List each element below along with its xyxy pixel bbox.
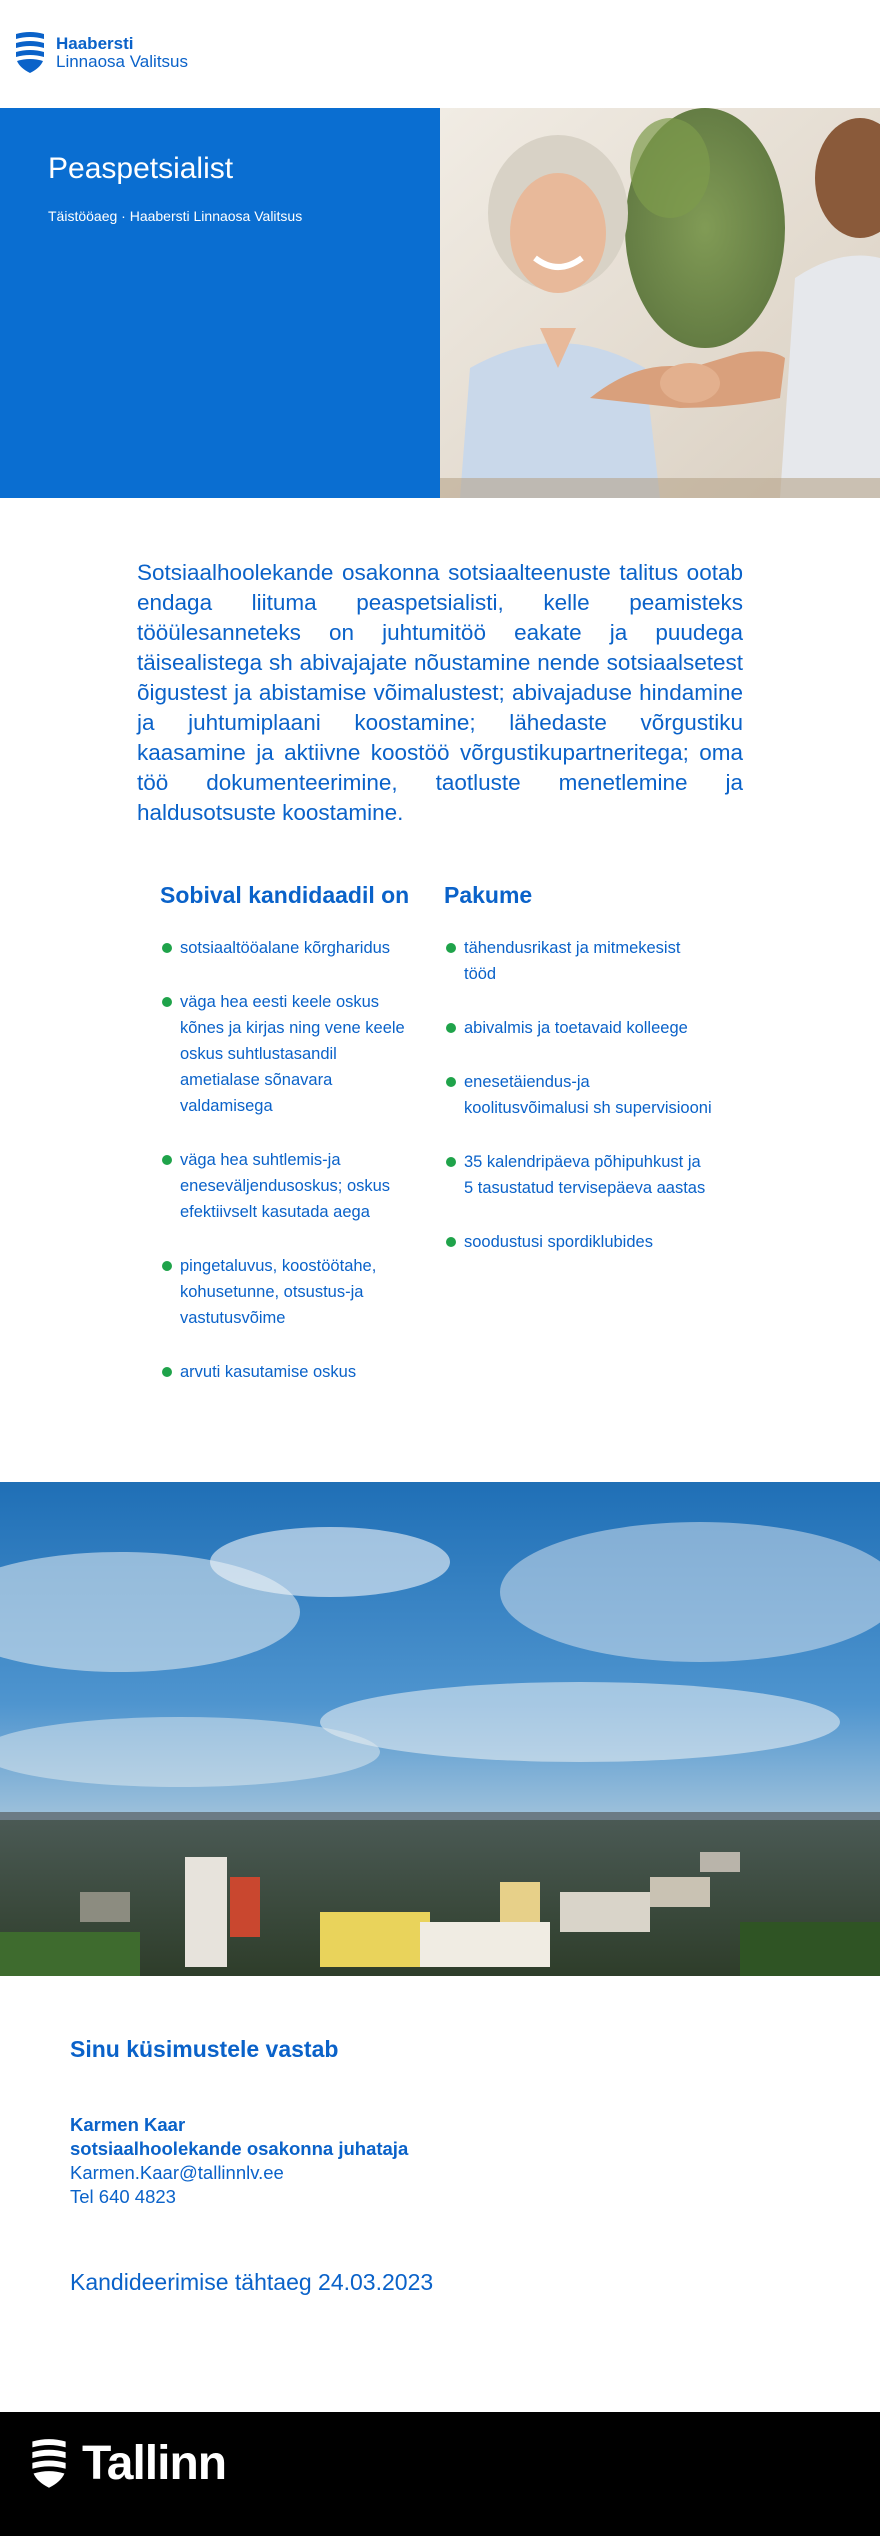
city-panorama-photo bbox=[0, 1482, 880, 1976]
offer-heading: Pakume bbox=[444, 882, 533, 908]
job-description: Sotsiaalhoolekande osakonna sotsiaalteenuste talitus ootab endaga liituma peaspetsialisti, kelle peamisteks tööülesanneteks on juhtumitöö eakate ja puudega täisealistega sh abivajajate nõustamine nende sotsiaalsetest õigustest ja abistamise võimalustest; abivajaduse hindamine ja juhtumiplaani koostamine; lähedaste võrgustiku kaasamine ja aktiivne koostöö võrgustikupartneritega; oma töö dokumenteerimine, taotluste menetlemine ja haldusotsuste koostamine. bbox=[137, 560, 743, 825]
requirements-section bbox=[160, 882, 420, 1413]
bullet-dot-icon bbox=[446, 1157, 456, 1167]
bullet-dot-icon bbox=[446, 943, 456, 953]
footer-brand: Tallinn bbox=[82, 2437, 227, 2490]
hero-text-panel bbox=[0, 108, 440, 498]
logo-line1: Haabersti bbox=[56, 34, 134, 53]
page-title: Peaspetsialist bbox=[48, 152, 234, 185]
bullet-dot-icon bbox=[162, 997, 172, 1007]
footer bbox=[0, 2412, 880, 2536]
bullet-dot-icon bbox=[162, 1155, 172, 1165]
hero-subtitle: Täistööaeg · Haabersti Linnaosa Valitsus bbox=[48, 208, 303, 224]
list-item: enesetäiendus-ja koolitusvõimalusi sh supervisiooni bbox=[444, 1069, 714, 1121]
list-item: väga hea suhtlemis-ja eneseväljendusoskus; oskus efektiivselt kasutada aega bbox=[160, 1147, 420, 1225]
logo-line2: Linnaosa Valitsus bbox=[56, 52, 188, 71]
hero-banner bbox=[0, 108, 880, 498]
list-item: arvuti kasutamise oskus bbox=[160, 1359, 420, 1385]
haabersti-logo[interactable] bbox=[14, 32, 188, 74]
bullet-dot-icon bbox=[162, 1367, 172, 1377]
contact-details bbox=[70, 2113, 810, 2209]
list-item: pingetaluvus, koostöötahe, kohusetunne, otsustus-ja vastutusvõime bbox=[160, 1253, 420, 1331]
tallinn-shield-icon bbox=[30, 2439, 68, 2489]
contact-phone: Tel 640 4823 bbox=[70, 2186, 176, 2207]
list-item: abivalmis ja toetavaid kolleege bbox=[444, 1015, 714, 1041]
bullet-dot-icon bbox=[162, 943, 172, 953]
contact-email-link[interactable]: Karmen.Kaar@tallinnlv.ee bbox=[70, 2162, 284, 2183]
contact-section bbox=[70, 2036, 810, 2296]
offer-list bbox=[444, 935, 714, 1255]
contact-name: Karmen Kaar bbox=[70, 2114, 186, 2135]
list-item: sotsiaaltööalane kõrgharidus bbox=[160, 935, 420, 961]
handshake-photo bbox=[440, 108, 880, 498]
bullet-dot-icon bbox=[162, 1261, 172, 1271]
requirements-list bbox=[160, 935, 420, 1385]
tallinn-logo[interactable] bbox=[30, 2436, 226, 2491]
header bbox=[0, 0, 880, 108]
list-item: soodustusi spordiklubides bbox=[444, 1229, 714, 1255]
list-item: tähendusrikast ja mitmekesist tööd bbox=[444, 935, 714, 987]
bullet-dot-icon bbox=[446, 1237, 456, 1247]
application-deadline: Kandideerimise tähtaeg 24.03.2023 bbox=[70, 2269, 434, 2295]
bullet-dot-icon bbox=[446, 1023, 456, 1033]
list-item: 35 kalendripäeva põhipuhkust ja 5 tasustatud tervisepäeva aastas bbox=[444, 1149, 714, 1201]
requirements-heading: Sobival kandidaadil on bbox=[160, 882, 410, 908]
list-item: väga hea eesti keele oskus kõnes ja kirjas ning vene keele oskus suhtlustasandil ametialase sõnavara valdamisega bbox=[160, 989, 420, 1119]
tallinn-shield-icon bbox=[14, 32, 46, 74]
offer-section bbox=[444, 882, 714, 1283]
contact-heading: Sinu küsimustele vastab bbox=[70, 2036, 339, 2062]
bullet-dot-icon bbox=[446, 1077, 456, 1087]
contact-role: sotsiaalhoolekande osakonna juhataja bbox=[70, 2138, 409, 2159]
